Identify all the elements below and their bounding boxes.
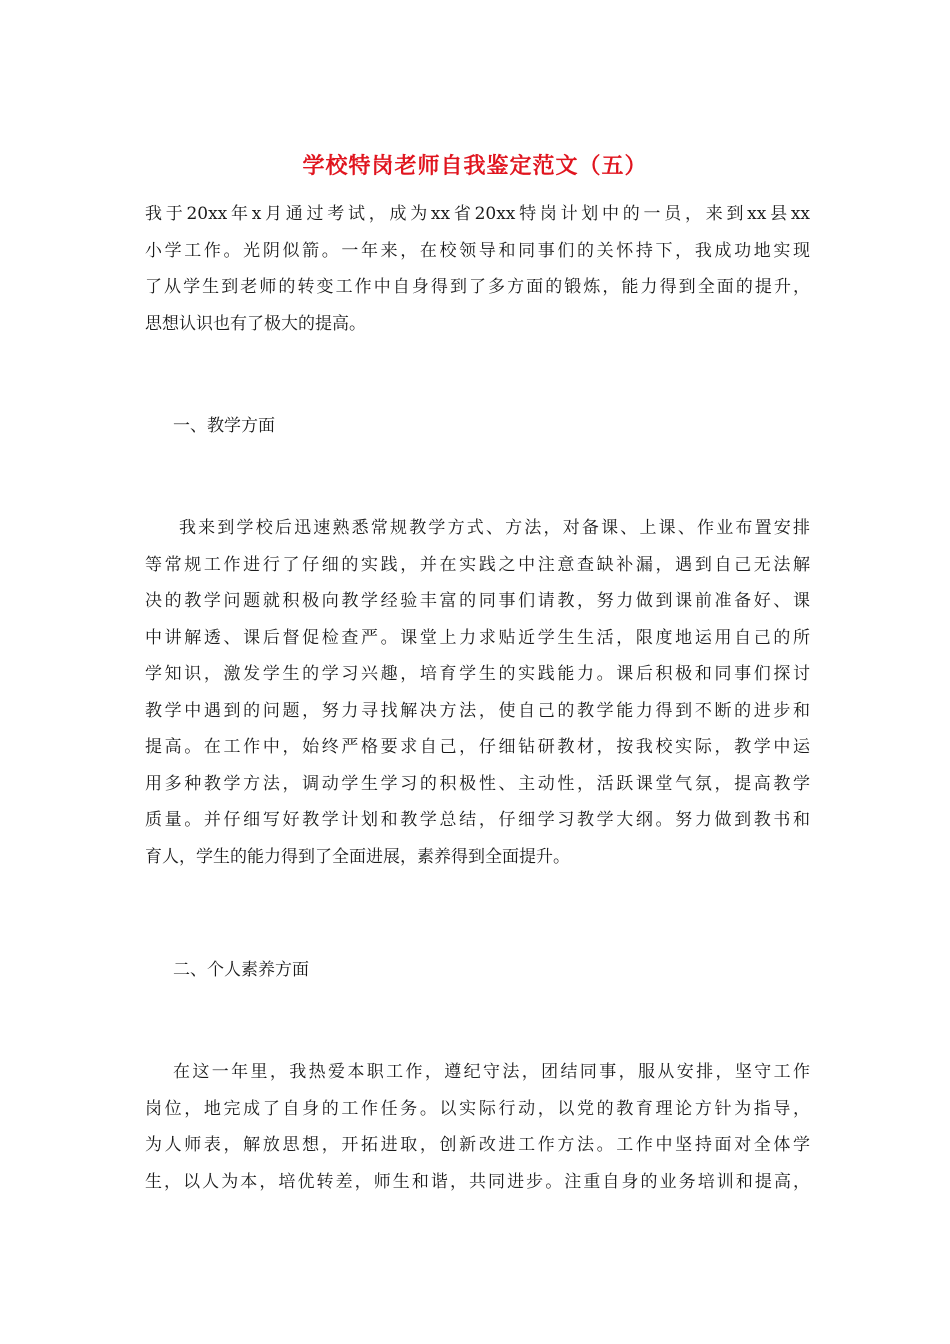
paragraph-line: 在这一年里，我热爱本职工作，遵纪守法，团结同事，服从安排，坚守工作 (173, 1062, 810, 1082)
paragraph-line: 等常规工作进行了仔细的实践，并在实践之中注意查缺补漏，遇到自己无法解 (145, 554, 810, 575)
paragraph-line: 质量。并仔细写好教学计划和教学总结，仔细学习教学大纲。努力做到教书和 (145, 810, 810, 830)
section-heading-teaching: 一、教学方面 (173, 416, 275, 436)
paragraph-line: 我于20xx年x月通过考试，成为xx省20xx特岗计划中的一员，来到xx县xx (145, 204, 810, 224)
paragraph-line: 为人师表，解放思想，开拓进取，创新改进工作方法。工作中坚持面对全体学 (145, 1135, 810, 1155)
paragraph-line: 提高。在工作中，始终严格要求自己，仔细钻研教材，按我校实际，教学中运 (145, 737, 810, 757)
paragraph-line: 学知识，激发学生的学习兴趣，培育学生的实践能力。课后积极和同事们探讨 (145, 664, 810, 684)
paragraph-line: 小学工作。光阴似箭。一年来，在校领导和同事们的关怀持下，我成功地实现 (145, 240, 810, 261)
paragraph-line: 了从学生到老师的转变工作中自身得到了多方面的锻炼，能力得到全面的提升， (145, 277, 810, 297)
paragraph-line: 决的教学问题就积极向教学经验丰富的同事们请教，努力做到课前准备好、课 (145, 591, 810, 611)
paragraph-line: 育人，学生的能力得到了全面进展，素养得到全面提升。 (145, 846, 570, 867)
teaching-paragraph (145, 510, 810, 875)
paragraph-line: 用多种教学方法，调动学生学习的积极性、主动性，活跃课堂气氛，提高教学 (145, 773, 810, 794)
paragraph-line: 生，以人为本，培优转差，师生和谐，共同进步。注重自身的业务培训和提高， (145, 1171, 810, 1192)
paragraph-line: 思想认识也有了极大的提高。 (145, 313, 366, 334)
paragraph-line: 中讲解透、课后督促检查严。课堂上力求贴近学生生活，限度地运用自己的所 (145, 627, 810, 648)
personal-paragraph (145, 1054, 810, 1200)
document-title: 学校特岗老师自我鉴定范文（五） (302, 153, 648, 179)
paragraph-line: 岗位，地完成了自身的工作任务。以实际行动，以党的教育理论方针为指导， (145, 1098, 810, 1119)
section-heading-personal: 二、个人素养方面 (173, 960, 309, 980)
paragraph-line: 教学中遇到的问题，努力寻找解决方法，使自己的教学能力得到不断的进步和 (145, 700, 810, 721)
intro-paragraph (145, 196, 810, 342)
paragraph-line: 我来到学校后迅速熟悉常规教学方式、方法，对备课、上课、作业布置安排 (179, 518, 810, 538)
